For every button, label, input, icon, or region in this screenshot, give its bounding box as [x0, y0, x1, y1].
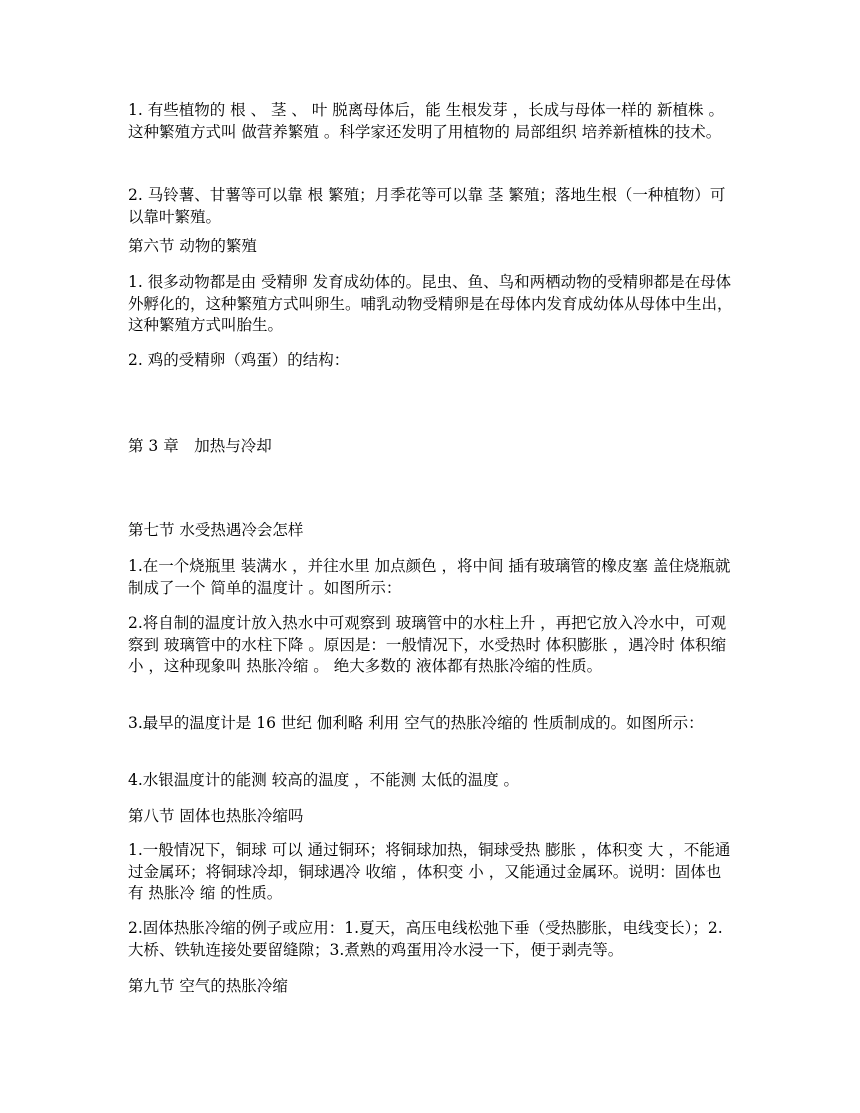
- paragraph-homemade-thermometer: 1.在一个烧瓶里 装满水 ，并往水里 加点颜色 ，将中间 插有玻璃管的橡皮塞 盖住烧瓶就制成了一个 简单的温度计 。如图所示：: [128, 557, 731, 597]
- paragraph-egg-structure: 2. 鸡的受精卵（鸡蛋）的结构：: [128, 351, 350, 369]
- paragraph-oviparous-viviparous: 1. 很多动物都是由 受精卵 发育成幼体的。昆虫、鱼、鸟和两栖动物的受精卵都是在母体 外孵化的，这种繁殖方式叫卵生。哺乳动物受精卵是在母体内发育成幼体从母体中生出， 这种繁殖方式叫胎生。: [128, 273, 733, 334]
- paragraph-galileo-thermometer: 3.最早的温度计是 16 世纪 伽利略 利用 空气的热胀冷缩的 性质制成的。如图所示：: [128, 714, 704, 732]
- paragraph-plant-reproduction-methods: 2. 马铃薯、甘薯等可以靠 根 繁殖；月季花等可以靠 茎 繁殖；落地生根（一种植物）可以靠叶繁殖。: [128, 186, 726, 226]
- section-heading-solid-expansion: 第八节 固体也热胀冷缩吗: [128, 807, 304, 825]
- paragraph-expansion-examples: 2.固体热胀冷缩的例子或应用：1.夏天，高压电线松弛下垂（受热膨胀，电线变长）；2.大桥、铁轨连接处要留缝隙；3.煮熟的鸡蛋用冷水浸一下，便于剥壳等。: [128, 919, 723, 959]
- paragraph-copper-ball-experiment: 1.一般情况下，铜球 可以 通过铜环；将铜球加热，铜球受热 膨胀 ，体积变 大 ，不能通过金属环；将铜球冷却，铜球遇冷 收缩 ，体积变 小 ，又能通过金属环。说明：固体也有 热胀冷 缩 的性质。: [128, 841, 731, 902]
- paragraph-vegetative-propagation: 1. 有些植物的 根 、 茎 、 叶 脱离母体后，能 生根发芽 ，长成与母体一样的 新植株 。这种繁殖方式叫 做营养繁殖 。科学家还发明了用植物的 局部组织 培养新植株的技术。: [128, 101, 724, 141]
- section-heading-animal-reproduction: 第六节 动物的繁殖: [128, 237, 257, 255]
- chapter-heading-heating-cooling: 第 3 章 加热与冷却: [128, 437, 272, 455]
- section-heading-air-expansion: 第九节 空气的热胀冷缩: [128, 977, 288, 995]
- paragraph-mercury-thermometer: 4.水银温度计的能测 较高的温度 ，不能测 太低的温度 。: [128, 771, 519, 789]
- section-heading-water-heat: 第七节 水受热遇冷会怎样: [128, 521, 304, 539]
- paragraph-thermal-expansion-liquid: 2.将自制的温度计放入热水中可观察到 玻璃管中的水柱上升 ，再把它放入冷水中，可观察到 玻璃管中的水柱下降 。原因是：一般情况下，水受热时 体积膨胀 ，遇冷时 体积缩小 ，这种现象叫 热胀冷缩 。 绝大多数的 液体都有热胀冷缩的性质。: [128, 614, 727, 675]
